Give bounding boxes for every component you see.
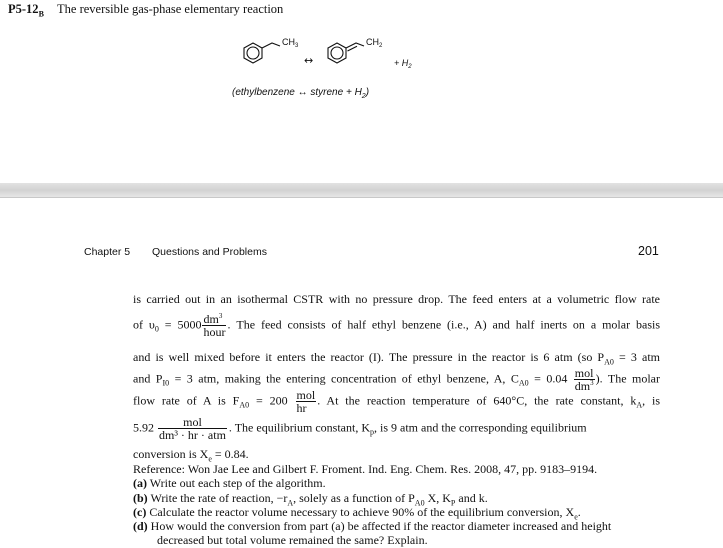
body-line-2: of $\upsilon_0 = 5000$ $\frac{dm^3}{\text{hour}}$ . The feed consists of half ethyl benzene (i.e., A) and half inerts on a molar basis [133, 312, 661, 339]
problem-title: The reversible gas-phase elementary reaction [57, 2, 284, 16]
concentration-unit: $\frac{\text{mol}}{dm^3}$ [574, 366, 594, 393]
problem-header [8, 2, 283, 19]
chapter-title: Questions and Problems [152, 246, 267, 258]
equilibrium-arrow: ↔ [304, 54, 314, 67]
page-separator-line [0, 197, 723, 198]
reaction-scheme [236, 24, 426, 78]
flow-rate-unit: $\frac{dm^3}{\text{hour}}$ [203, 312, 226, 339]
body-line-6: 5.92 $\frac{\text{mol}}{\text{dm³ · hr · atm}}$ . The equilibrium constant, $K_p$, is 9 atm and the corresponding equilibrium [133, 415, 587, 442]
styrene-structure [328, 43, 364, 63]
body-line-5: flow rate of A is $F_{A0} = 200$ $\frac{\text{mol}}{hr}$ . At the reaction temperature of 640°C, the rate constant, $k_A$, is [133, 388, 660, 415]
part-a: (a) Write out each step of the algorithm. [133, 476, 326, 490]
part-d-continued: decreased but total volume remained the same? Explain. [157, 533, 428, 547]
hydrogen-product: + $H_2$ [394, 58, 412, 70]
body-line-1: is carried out in an isothermal CSTR with no pressure drop. The feed enters at a volumetric flow rate [133, 292, 660, 306]
body-line-7: conversion is $X_e = 0.84$. [133, 447, 249, 464]
page-separator [0, 183, 723, 197]
ethylbenzene-structure [244, 43, 280, 63]
reference-line: Reference: Won Jae Lee and Gilbert F. Froment. Ind. Eng. Chem. Res. 2008, 47, pp. 9183–9194. [133, 462, 598, 476]
part-b: (b) Write the rate of reaction, $-r_A$, solely as a function of $P_{A0}$ X, $K_P$ and k. [133, 491, 488, 508]
reaction-caption: (ethylbenzene ↔ styrene + $H_2$) [232, 87, 370, 100]
body-line-3: and is well mixed before it enters the reactor (I). The pressure in the reactor is 6 atm (so $P_{A0} = 3$ atm [133, 350, 660, 367]
chapter-label: Chapter 5 [84, 246, 131, 258]
ethyl-group-label: $CH_3$ [282, 37, 299, 49]
body-line-4: and $P_{I0} = 3$ atm, making the entering concentration of ethyl benzene, A, $C_{A0} = 0.04$ $\frac{\text{mol}}{dm^3}$ ). The molar [133, 366, 660, 393]
rate-constant-unit: $\frac{\text{mol}}{\text{dm³ · hr · atm}}$ [159, 415, 226, 442]
page-number: 201 [638, 244, 659, 258]
part-d: (d) How would the conversion from part (a) be affected if the reactor diameter increased and height [133, 519, 612, 533]
molar-flow-unit: $\frac{\text{mol}}{hr}$ [296, 388, 316, 415]
problem-number: $P5-12_B$ [8, 2, 44, 19]
part-c: (c) Calculate the reactor volume necessary to achieve 90% of the equilibrium conversion, $X_e$. [133, 505, 581, 522]
vinyl-group-label: $CH_2$ [366, 37, 383, 49]
